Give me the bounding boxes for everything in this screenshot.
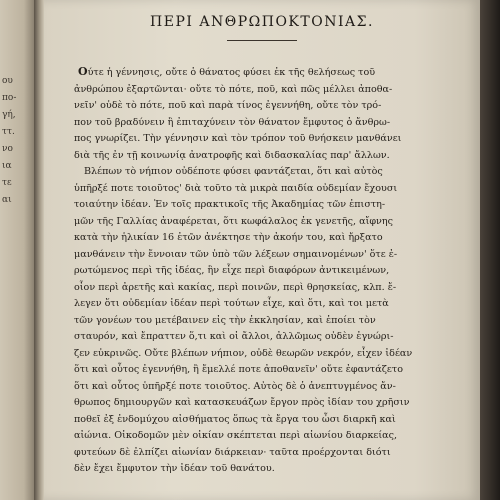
margin-fragment: ττ.	[2, 127, 15, 137]
left-page-edge	[0, 0, 34, 500]
text-line: ποθεῖ ἐξ ἐνδομύχου αἰσθήματος ὅπως τὰ ἔργα του ὦσι διαρκῆ καὶ	[74, 413, 396, 425]
text-line: σταυρόν, καὶ ἔπραττεν ὅ,τι καὶ οἱ ἄλλοι, ἀλλῶμως οὐδὲν ἐγνώρι-	[74, 331, 394, 342]
text-line: μανθάνειν τὴν ἔννοιαν τῶν ὑπὸ τῶν λέξεων σημαινομένων' ὅτε ἐ-	[74, 248, 398, 260]
text-line: κατὰ τὴν ἡλικίαν 16 ἐτῶν ἀνέκτησε τὴν ἀκοήν του, καὶ ἤρξατο	[74, 232, 383, 243]
text-line: θρωπος δημιουργῶν καὶ κατασκευάζων ἔργον πρὸς ἰδίαν του χρῆσιν	[74, 397, 410, 408]
text-line: φυτεύων δὲ ἐλπίζει αἰωνίαν διάρκειαν· ταῦτα προέρχονται διότι	[74, 446, 391, 458]
text-line: ὅτι καὶ οὗτος ἐγεννήθη, ἢ ἔμελλέ ποτε ἀποθανεῖν' οὔτε ἐφαντάζετο	[74, 364, 403, 375]
text-line: ὅτι καὶ οὗτος ὑπῆρξέ ποτε τοιοῦτος. Αὐτὸς δὲ ὁ ἀνεπτυγμένος ἄν-	[74, 380, 396, 392]
book-gutter	[34, 0, 44, 500]
text-line: τοιαύτην ἰδέαν. Ἐν τοῖς πρακτικοῖς τῆς Ἀκαδημίας τῶν ἐπιστη-	[74, 199, 386, 210]
margin-fragment: γή,	[2, 110, 16, 120]
margin-fragment: τε	[2, 178, 12, 188]
text-line: πος γνωρίζει. Τὴν γέννησιν καὶ τὸν τρόπον τοῦ θνήσκειν μανθάνει	[74, 133, 402, 144]
text-line: νεῖν' οὐδὲ τὸ πότε, ποῦ καὶ παρὰ τίνος ἐγεννήθη, οὔτε τὸν τρό-	[74, 100, 382, 111]
margin-fragment: αι	[2, 195, 12, 205]
body-text	[74, 64, 474, 478]
margin-fragment: πο-	[2, 93, 17, 103]
text-line: ζεν εὐκρινῶς. Οὔτε βλέπων νήπιον, οὐδὲ θεωρῶν νεκρόν, εἶχεν ἰδέαν	[74, 347, 413, 359]
text-line: ὑπῆρξέ ποτε τοιοῦτος' διὰ τοῦτο τὰ μικρὰ παιδία οὐδεμίαν ἔχουσι	[74, 182, 398, 194]
text-line: δὲν ἔχει ἔμφυτον τὴν ἰδέαν τοῦ θανάτου.	[74, 463, 275, 474]
margin-fragment: ια	[2, 161, 12, 171]
margin-fragment: νο	[2, 144, 13, 154]
text-line: Ούτε ἡ γέννησις, οὔτε ὁ θάνατος φύσει ἐκ τῆς θελήσεως τοῦ	[78, 65, 376, 78]
text-line: ρωτώμενος περὶ τῆς ἰδέας, ἣν εἶχε περὶ διαφόρων ἀντικειμένων,	[74, 265, 390, 276]
text-line: ἀνθρώπου ἐξαρτῶνται· οὔτε τὸ πότε, ποῦ, καὶ πῶς μέλλει ἀποθα-	[74, 83, 393, 95]
title-rule	[227, 40, 297, 41]
text-line: μῶν τῆς Γαλλίας ἀναφέρεται, ὅτι κωφάλαλος ἐκ γενετῆς, αἴφνης	[74, 215, 393, 227]
text-line: τῶν γονέων του μετέβαινεν εἰς τὴν ἐκκλησίαν, καὶ ἐποίει τὸν	[74, 314, 376, 326]
page-title: ΠΕΡΙ ΑΝΘΡΩΠΟΚΤΟΝΙΑΣ.	[150, 14, 374, 30]
margin-fragment: ου	[2, 76, 13, 86]
text-line: λεγεν ὅτι οὐδεμίαν ἰδέαν περὶ τούτων εἶχε, καὶ ὅτι, καὶ τοι μετὰ	[74, 298, 389, 309]
dark-background-edge	[480, 0, 500, 500]
text-line: Βλέπων τὸ νήπιον οὐδέποτε φύσει φαντάζεται, ὅτι καὶ αὐτὸς	[84, 166, 383, 177]
text-line: αἰώνια. Οἰκοδομῶν μὲν οἰκίαν σκέπτεται περὶ αἰωνίου διαρκείας,	[74, 430, 398, 441]
text-line: πον τοῦ βραδύνειν ἢ ἐπιταχύνειν τὸν θάνατον ἔμφυτος ὁ ἄνθρω-	[74, 116, 391, 128]
text-line: οἷον περὶ ἀρετῆς καὶ κακίας, περὶ ποινῶν, περὶ θρησκείας, κλπ. ἔ-	[74, 281, 397, 293]
book-page	[44, 0, 480, 500]
drop-cap: Ο	[78, 65, 88, 78]
text-line: διὰ τῆς ἐν τῇ κοινωνίᾳ ἀνατροφῆς καὶ διδασκαλίας παρ' ἄλλων.	[74, 149, 390, 161]
